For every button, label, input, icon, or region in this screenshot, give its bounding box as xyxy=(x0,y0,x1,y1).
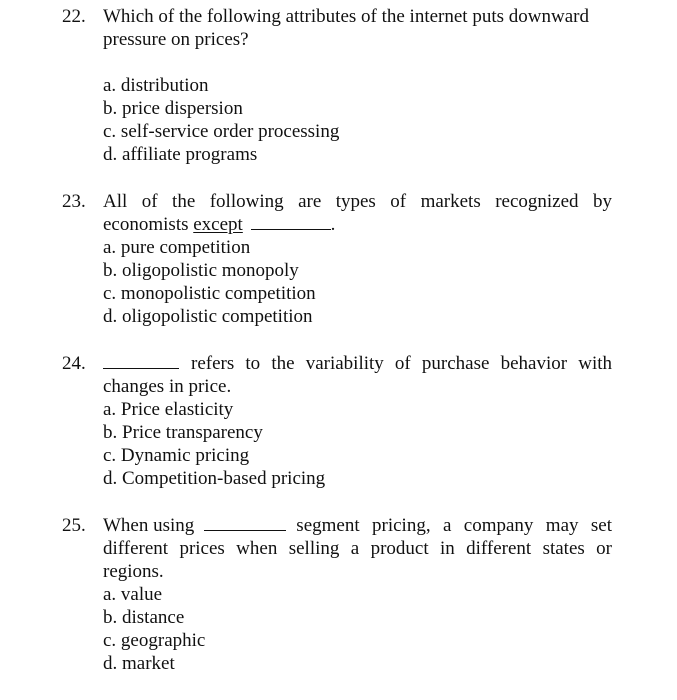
option-d: d. Competition-based pricing xyxy=(103,468,326,489)
option-b: b. Price transparency xyxy=(103,422,263,443)
option-c: c. monopolistic competition xyxy=(103,283,316,304)
question-text: Which of the following attributes of the internet puts downward xyxy=(103,6,589,27)
question-23-stem-line1 xyxy=(62,190,612,213)
question-22-stem-line1 xyxy=(62,5,612,28)
question-25-stem-line1 xyxy=(62,514,612,537)
option-b: b. distance xyxy=(103,607,185,628)
question-24-stem-line2: changes in price. xyxy=(103,376,232,397)
option-a: a. pure competition xyxy=(103,237,251,258)
question-text: economists xyxy=(103,214,189,235)
question-number: 25. xyxy=(62,515,86,536)
question-24 xyxy=(62,352,612,490)
option-d: d. market xyxy=(103,653,175,674)
option-d: d. affiliate programs xyxy=(103,144,258,165)
option-c: c. Dynamic pricing xyxy=(103,445,250,466)
option-a: a. value xyxy=(103,584,163,605)
question-number: 24. xyxy=(62,353,86,374)
question-25-stem-line2: different prices when selling a product in different states or xyxy=(103,538,612,559)
option-a: a. Price elasticity xyxy=(103,399,234,420)
question-text: When using xyxy=(103,515,195,536)
answer-blank xyxy=(251,213,331,230)
answer-blank xyxy=(204,514,286,531)
question-number: 23. xyxy=(62,191,86,212)
question-25 xyxy=(62,514,612,675)
answer-blank xyxy=(103,352,179,369)
question-number: 22. xyxy=(62,6,86,27)
options-list xyxy=(62,583,612,675)
question-text: All of the following are types of markets recognized by xyxy=(103,191,612,212)
options-list xyxy=(62,236,612,328)
options-list xyxy=(62,74,612,166)
question-23 xyxy=(62,190,612,328)
option-b: b. oligopolistic monopoly xyxy=(103,260,299,281)
option-c: c. self-service order processing xyxy=(103,121,340,142)
emphasis-except: except xyxy=(193,214,243,235)
question-23-stem-line2 xyxy=(62,213,612,236)
question-25-stem-line3: regions. xyxy=(103,561,164,582)
question-text: refers to the variability of purchase behavior with xyxy=(191,353,612,374)
question-24-stem-line1 xyxy=(62,352,612,375)
question-text: segment pricing, a company may set xyxy=(296,515,612,536)
options-list xyxy=(62,398,612,490)
option-d: d. oligopolistic competition xyxy=(103,306,313,327)
punctuation: . xyxy=(330,214,336,235)
question-22-stem-line2: pressure on prices? xyxy=(103,29,249,50)
option-a: a. distribution xyxy=(103,75,209,96)
question-22 xyxy=(62,5,612,166)
option-b: b. price dispersion xyxy=(103,98,243,119)
option-c: c. geographic xyxy=(103,630,206,651)
